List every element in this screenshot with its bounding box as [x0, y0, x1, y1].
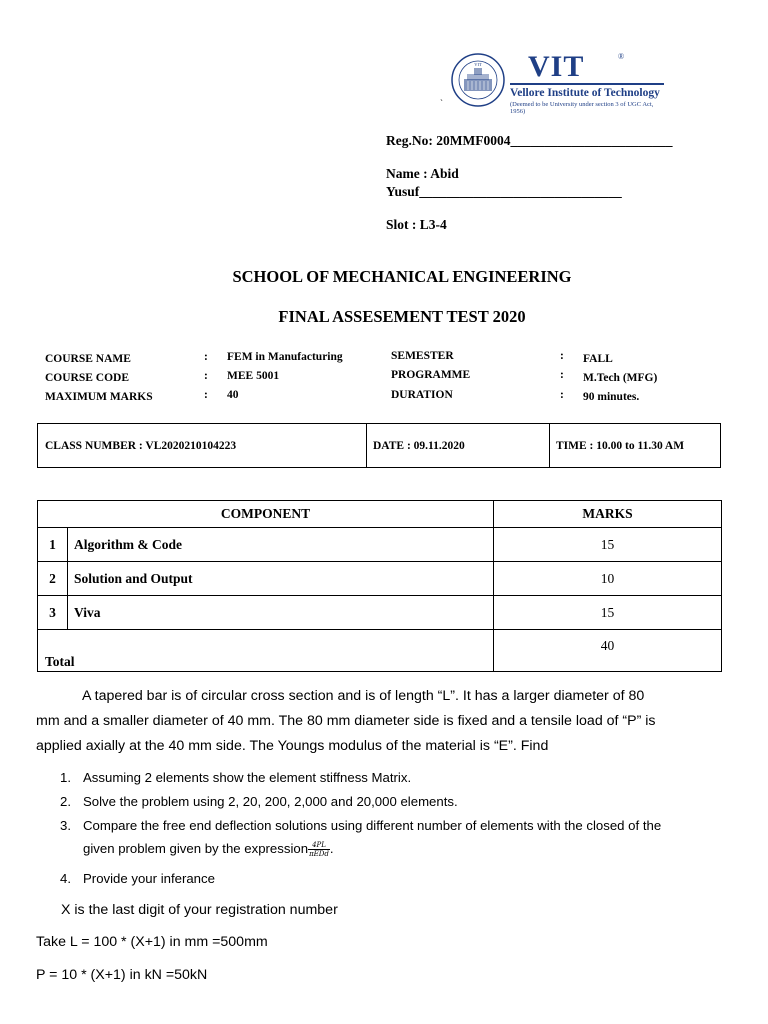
vit-logo: [440, 50, 670, 115]
marks-cell: 10: [494, 562, 722, 596]
duration-value: 90 minutes.: [583, 391, 640, 403]
table-header-row: [38, 501, 722, 528]
student-name-line2: Yusuf______________________________: [386, 184, 622, 199]
semester-colon: :: [560, 350, 564, 362]
course-name-value: FEM in Manufacturing: [227, 351, 343, 363]
stray-mark: `: [440, 98, 443, 108]
total-marks: 40: [494, 630, 722, 672]
course-code-value: MEE 5001: [227, 370, 280, 382]
course-code-label: COURSE CODE: [45, 372, 130, 384]
max-marks-value: 40: [227, 389, 239, 401]
question-para-line1: A tapered bar is of circular cross section and is of length “L”. It has a larger diameter of 80: [82, 688, 645, 704]
total-row: [38, 630, 722, 672]
course-name-colon: :: [204, 351, 208, 363]
formula-numerator: 4PL: [308, 841, 330, 850]
component-cell: Solution and Output: [68, 562, 494, 596]
marks-cell: 15: [494, 596, 722, 630]
marks-cell: 15: [494, 528, 722, 562]
student-name-line1: Name : Abid: [386, 166, 459, 181]
programme-colon: :: [560, 369, 564, 381]
table-row: [38, 596, 722, 630]
semester-label: SEMESTER: [391, 350, 454, 362]
list-item-continuation: [83, 841, 334, 858]
university-seal-icon: [450, 52, 506, 108]
formula-denominator: πEDd: [309, 850, 329, 859]
component-header: COMPONENT: [38, 501, 494, 528]
marks-table: [37, 500, 722, 672]
slot: Slot : L3-4: [386, 217, 447, 232]
question-para-line2: mm and a smaller diameter of 40 mm. The 80 mm diameter side is fixed and a tensile load of “P” is: [36, 713, 656, 729]
class-info-box: [37, 423, 721, 468]
course-name-label: COURSE NAME: [45, 353, 131, 365]
reg-no: Reg.No: 20MMF0004________________________: [386, 133, 673, 148]
list-item: Solve the problem using 2, 20, 200, 2,000 and 20,000 elements.: [83, 794, 458, 809]
exam-title: FINAL ASSESEMENT TEST 2020: [278, 307, 526, 326]
logo-vit: VIT: [528, 50, 585, 83]
logo-subtitle: (Deemed to be University under section 3 of UGC Act, 1956): [510, 101, 654, 115]
question-para-line3: applied axially at the 40 mm side. The Youngs modulus of the material is “E”. Find: [36, 738, 549, 754]
list-item-number: 4.: [60, 871, 71, 886]
list-item-number: 3.: [60, 818, 71, 833]
item3-continuation-text: given problem given by the expression: [83, 841, 309, 856]
list-item: Compare the free end deflection solutions using different number of elements with the closed of the: [83, 818, 662, 833]
semester-value: FALL: [583, 353, 613, 365]
logo-rule: [510, 83, 664, 85]
total-label: Total: [38, 630, 494, 672]
max-marks-colon: :: [204, 389, 208, 401]
table-row: [38, 528, 722, 562]
list-item-number: 1.: [60, 770, 71, 785]
exam-time: TIME : 10.00 to 11.30 AM: [556, 439, 685, 452]
school-title: SCHOOL OF MECHANICAL ENGINEERING: [232, 267, 572, 286]
list-item: Provide your inferance: [83, 871, 215, 886]
load-definition: P = 10 * (X+1) in kN =50kN: [36, 967, 208, 983]
table-row: [38, 562, 722, 596]
logo-full-name: Vellore Institute of Technology: [510, 87, 660, 99]
list-item-number: 2.: [60, 794, 71, 809]
programme-value: M.Tech (MFG): [583, 372, 658, 384]
max-marks-label: MAXIMUM MARKS: [45, 391, 153, 403]
deflection-formula: [308, 841, 330, 858]
logo-registered-mark: ®: [618, 52, 625, 61]
marks-header: MARKS: [494, 501, 722, 528]
formula-period: .: [329, 841, 334, 856]
list-item: Assuming 2 elements show the element stiffness Matrix.: [83, 770, 412, 785]
length-definition: Take L = 100 * (X+1) in mm =500mm: [36, 934, 268, 950]
duration-label: DURATION: [391, 389, 453, 401]
component-cell: Viva: [68, 596, 494, 630]
row-number: 3: [38, 596, 68, 630]
class-number: CLASS NUMBER : VL2020210104223: [45, 439, 237, 452]
component-cell: Algorithm & Code: [68, 528, 494, 562]
row-number: 2: [38, 562, 68, 596]
x-definition: X is the last digit of your registration number: [61, 902, 338, 918]
row-number: 1: [38, 528, 68, 562]
duration-colon: :: [560, 389, 564, 401]
seal-label: VIT: [474, 62, 482, 67]
course-code-colon: :: [204, 370, 208, 382]
programme-label: PROGRAMME: [391, 369, 471, 381]
exam-date: DATE : 09.11.2020: [373, 439, 465, 452]
